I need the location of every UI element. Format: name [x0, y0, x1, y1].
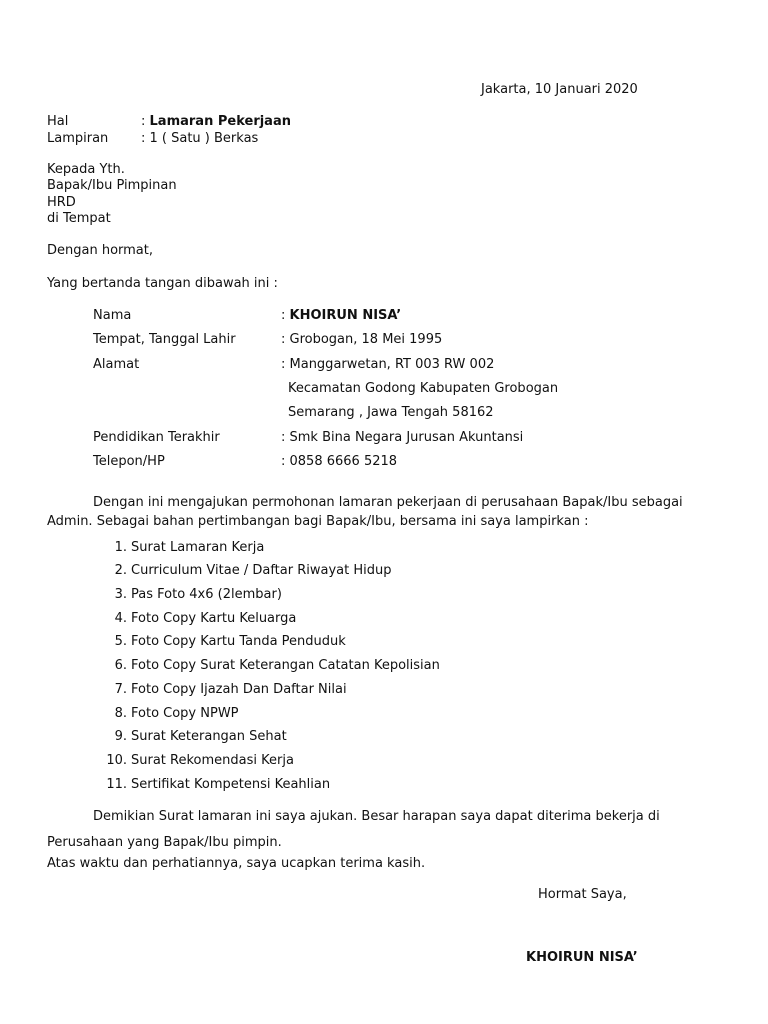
- telepon-label: Telepon/HP: [93, 454, 165, 469]
- alamat-line: Semarang , Jawa Tengah 58162: [288, 405, 494, 420]
- ttl-label: Tempat, Tanggal Lahir: [93, 332, 236, 347]
- letter-date: Jakarta, 10 Januari 2020: [481, 82, 638, 97]
- list-item: 10. Surat Rekomendasi Kerja: [106, 753, 294, 768]
- closing-line: Atas waktu dan perhatiannya, saya ucapkan terima kasih.: [47, 856, 426, 871]
- hal-label: Hal: [47, 114, 69, 129]
- greeting: Dengan hormat,: [47, 243, 154, 258]
- closing-line: Demikian Surat lamaran ini saya ajukan. Besar harapan saya dapat diterima bekerja di: [93, 809, 660, 824]
- recipient-line: HRD: [47, 195, 76, 210]
- name-label: Nama: [93, 308, 132, 323]
- applicant-name: KHOIRUN NISA’: [289, 308, 402, 323]
- list-item: 9. Surat Keterangan Sehat: [114, 729, 287, 744]
- list-item: 4. Foto Copy Kartu Keluarga: [114, 611, 297, 626]
- list-item: 7. Foto Copy Ijazah Dan Daftar Nilai: [114, 682, 347, 697]
- alamat-label: Alamat: [93, 357, 140, 372]
- recipient-line: Kepada Yth.: [47, 162, 125, 177]
- recipient-line: Bapak/Ibu Pimpinan: [47, 178, 177, 193]
- lampiran-label: Lampiran: [47, 131, 109, 146]
- lampiran-value: : 1 ( Satu ) Berkas: [141, 131, 259, 146]
- alamat-line: Kecamatan Godong Kabupaten Grobogan: [288, 381, 559, 396]
- list-item: 3. Pas Foto 4x6 (2lembar): [114, 587, 282, 602]
- recipient-line: di Tempat: [47, 211, 111, 226]
- body-paragraph-line: Dengan ini mengajukan permohonan lamaran pekerjaan di perusahaan Bapak/Ibu sebagai: [93, 495, 683, 510]
- list-item: 1. Surat Lamaran Kerja: [114, 540, 265, 555]
- pendidikan-value: : Smk Bina Negara Jurusan Akuntansi: [281, 430, 524, 445]
- ttl-value: : Grobogan, 18 Mei 1995: [281, 332, 443, 347]
- intro-text: Yang bertanda tangan dibawah ini :: [47, 276, 278, 291]
- closing-line: Perusahaan yang Bapak/Ibu pimpin.: [47, 835, 282, 850]
- telepon-value: : 0858 6666 5218: [281, 454, 398, 469]
- name-value: : KHOIRUN NISA’: [281, 308, 402, 323]
- body-paragraph-line: Admin. Sebagai bahan pertimbangan bagi Bapak/Ibu, bersama ini saya lampirkan :: [47, 514, 589, 529]
- pendidikan-label: Pendidikan Terakhir: [93, 430, 220, 445]
- hal-value: : Lamaran Pekerjaan: [141, 114, 291, 129]
- list-item: 5. Foto Copy Kartu Tanda Penduduk: [114, 634, 346, 649]
- sign-off: Hormat Saya,: [538, 887, 627, 902]
- alamat-line: : Manggarwetan, RT 003 RW 002: [281, 357, 495, 372]
- list-item: 2. Curriculum Vitae / Daftar Riwayat Hidup: [114, 563, 392, 578]
- list-item: 8. Foto Copy NPWP: [114, 706, 239, 721]
- hal-subject: Lamaran Pekerjaan: [149, 114, 291, 129]
- signature-name: KHOIRUN NISA’: [526, 950, 638, 965]
- list-item: 6. Foto Copy Surat Keterangan Catatan Kepolisian: [114, 658, 440, 673]
- list-item: 11. Sertifikat Kompetensi Keahlian: [106, 777, 331, 792]
